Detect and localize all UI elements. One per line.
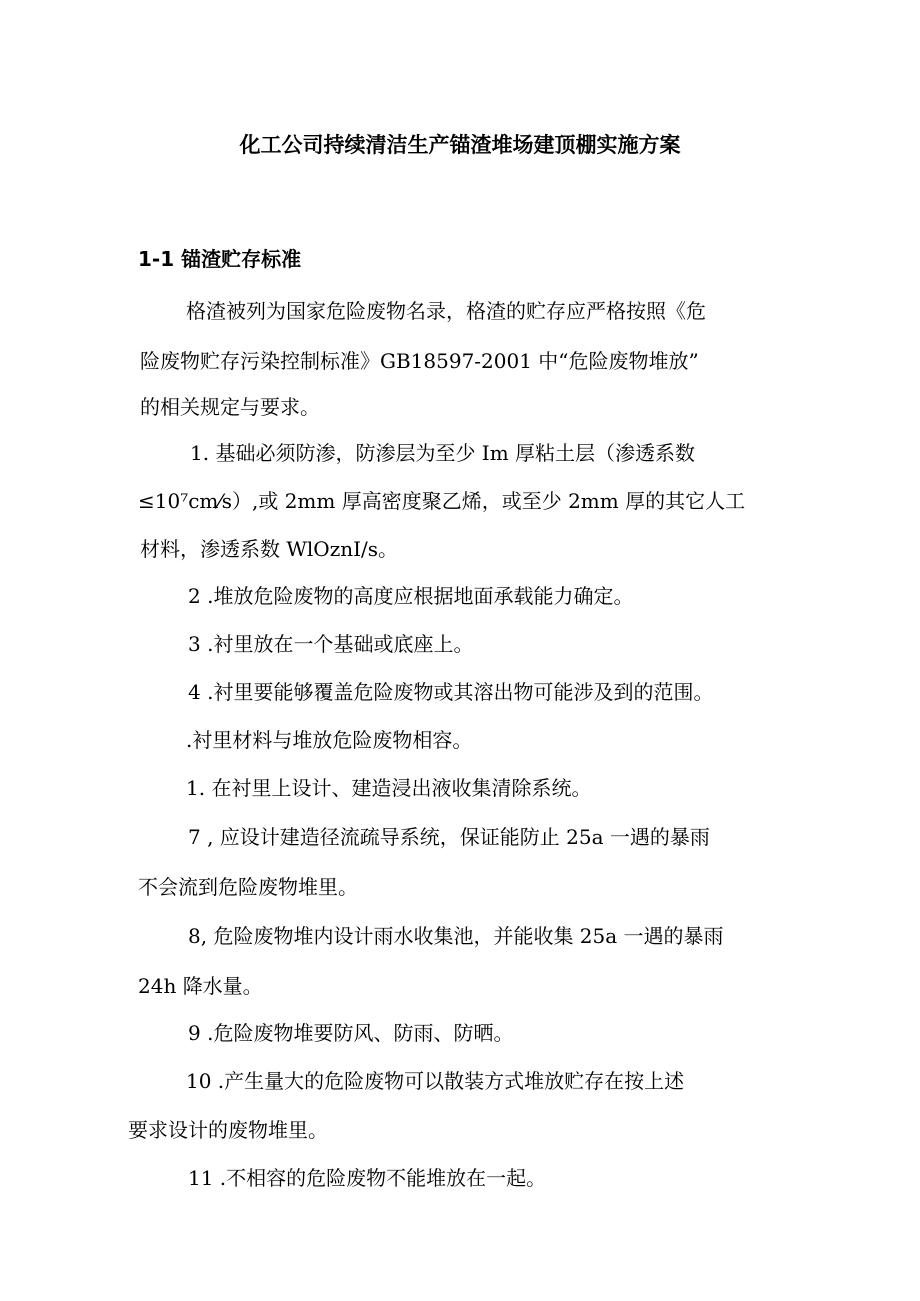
- paragraph-line: 11 .不相容的危险废物不能堆放在一起。: [188, 1166, 547, 1190]
- paragraph-line: 9 .危险废物堆要防风、防雨、防晒。: [188, 1021, 514, 1045]
- section-heading: 1-1 锚渣贮存标准: [138, 247, 302, 271]
- paragraph-line: 1. 基础必须防渗，防渗层为至少 Im 厚粘土层（渗透系数: [190, 441, 696, 465]
- paragraph-line: 24h 降水量。: [138, 974, 263, 998]
- paragraph-line: 不会流到危险废物堆里。: [138, 875, 358, 899]
- paragraph-line: 8, 危险废物堆内设计雨水收集池，并能收集 25a 一遇的暴雨: [188, 924, 724, 948]
- paragraph-line: ≤10⁷cm⁄s）,或 2mm 厚高密度聚乙烯，或至少 2mm 厚的其它人工: [138, 489, 746, 513]
- paragraph-line: 7 , 应设计建造径流疏导系统，保证能防止 25a 一遇的暴雨: [188, 825, 710, 849]
- paragraph-line: 4 .衬里要能够覆盖危险废物或其溶出物可能涉及到的范围。: [188, 680, 714, 704]
- document-title: 化工公司持续清洁生产锚渣堆场建顶棚实施方案: [239, 133, 681, 157]
- paragraph-line: 格渣被列为国家危险废物名录，格渣的贮存应严格按照《危: [186, 299, 706, 323]
- paragraph-line: 材料，渗透系数 WlOznI/s。: [140, 537, 399, 561]
- paragraph-line: 的相关规定与要求。: [140, 395, 320, 419]
- paragraph-line: 3 .衬里放在一个基础或底座上。: [188, 632, 474, 656]
- paragraph-line: 10 .产生量大的危险废物可以散装方式堆放贮存在按上述: [186, 1069, 685, 1093]
- paragraph-line: .衬里材料与堆放危险废物相容。: [186, 728, 473, 752]
- paragraph-line: 1. 在衬里上设计、建造浸出液收集清除系统。: [186, 776, 592, 800]
- paragraph-line: 2 .堆放危险废物的高度应根据地面承载能力确定。: [188, 584, 634, 608]
- paragraph-line: 要求设计的废物堆里。: [128, 1118, 328, 1142]
- paragraph-line: 险废物贮存污染控制标准》GB18597-2001 中“危险废物堆放”: [140, 349, 699, 373]
